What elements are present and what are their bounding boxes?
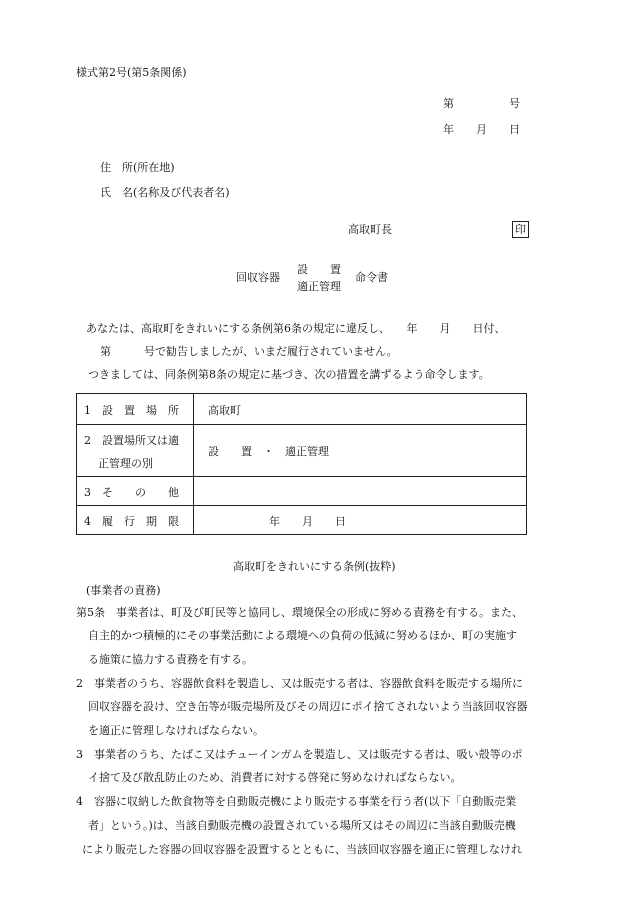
row-deadline-label: 4 履 行 期 限 <box>84 515 179 528</box>
title-option-management: 適正管理 <box>297 280 341 293</box>
body-line-1: あなたは、高取町をきれいにする条例第6条の規定に違反し、 年 月 日付、 <box>86 322 506 335</box>
table-border-bottom <box>76 534 526 535</box>
article5-line-3: る施策に協力する責務を有する。 <box>88 653 253 666</box>
paragraph4-line-1: 4 容器に収納した飲食物等を自動販売機により販売する事業を行う者(以下「自動販売業 <box>76 795 517 808</box>
table-border-left <box>76 393 77 535</box>
document-date: 年 月 日 <box>443 123 520 136</box>
article5-line-1: 第5条 事業者は、町及び町民等と協同し、環境保全の形成に努める責務を有する。また、 <box>76 606 523 619</box>
paragraph2-line-3: を適正に管理しなければならない。 <box>88 724 264 737</box>
paragraph4-line-2: 者」という。)は、当該自動販売機の設置されている場所又はその周辺に当該自動販売機 <box>88 819 516 832</box>
row-location-value: 高取町 <box>208 404 241 417</box>
form-number: 様式第2号(第5条関係) <box>76 66 187 79</box>
excerpt-heading: (事業者の責務) <box>86 584 161 597</box>
row-type-label-line2: 正管理の別 <box>98 457 153 470</box>
table-column-divider <box>193 393 194 535</box>
paragraph2-line-2: 回収容器を設け、空き缶等が販売場所及びその周辺にポイ捨てされないよう当該回収容器 <box>88 700 528 713</box>
table-border-top <box>76 393 526 394</box>
seal-mark: 印 <box>512 221 529 238</box>
body-line-3: つきましては、同条例第8条の規定に基づき、次の措置を講ずるよう命令します。 <box>88 368 490 381</box>
row-deadline-value: 年 月 日 <box>269 515 346 528</box>
issuer-title: 高取町長 <box>348 223 392 236</box>
row-type-label-line1: 2 設置場所又は適 <box>84 434 179 447</box>
table-divider-1 <box>76 424 526 425</box>
title-option-installation: 設 置 <box>297 263 341 276</box>
row-type-value: 設 置 ・ 適正管理 <box>208 445 329 458</box>
paragraph3-line-1: 3 事業者のうち、たばこ又はチューインガムを製造し、又は販売する者は、吸い殻等のポ <box>76 748 523 761</box>
document-number: 第 号 <box>443 97 520 110</box>
excerpt-title: 高取町をきれいにする条例(抜粋) <box>233 560 396 573</box>
paragraph3-line-2: イ捨て及び散乱防止のため、消費者に対する啓発に努めなければならない。 <box>88 771 462 784</box>
table-divider-3 <box>76 505 526 506</box>
table-divider-2 <box>76 476 526 477</box>
title-prefix: 回収容器 <box>236 271 280 284</box>
row-other-label: 3 そ の 他 <box>84 486 179 499</box>
body-line-2: 第 号で勧告しましたが、いまだ履行されていません。 <box>100 345 398 358</box>
address-label: 住 所(所在地) <box>100 161 175 174</box>
row-location-label: 1 設 置 場 所 <box>84 404 179 417</box>
table-border-right <box>526 393 527 535</box>
name-label: 氏 名(名称及び代表者名) <box>100 186 230 199</box>
paragraph2-line-1: 2 事業者のうち、容器飲食料を製造し、又は販売する者は、容器飲食料を販売する場所に <box>76 677 523 690</box>
title-suffix: 命令書 <box>355 271 388 284</box>
paragraph4-line-3: により販売した容器の回収容器を設置するとともに、当該回収容器を適正に管理しなけれ <box>82 843 522 856</box>
article5-line-2: 自主的かつ積極的にその事業活動による環境への負荷の低減に努めるほか、町の実施す <box>88 629 517 642</box>
